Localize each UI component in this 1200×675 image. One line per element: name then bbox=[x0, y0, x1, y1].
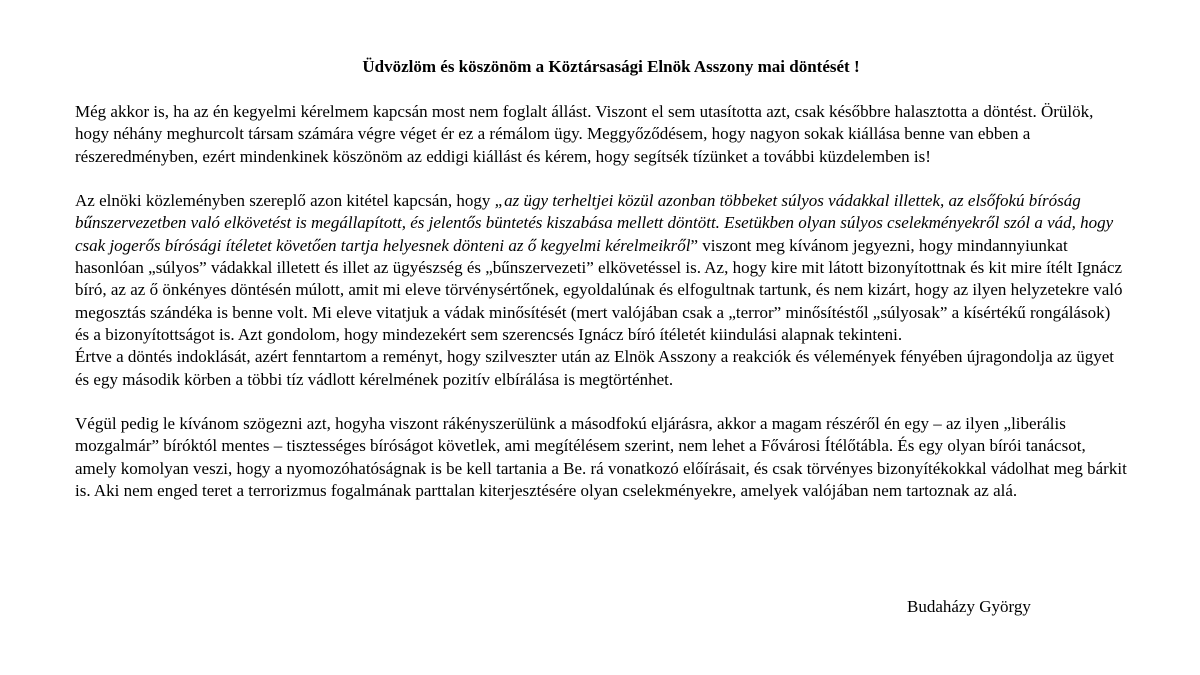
presidential-quote: „az ügy terheltjei közül azonban többeket súlyos vádakkal illettek, az elsőfokú bíróság bűnszervezetben való elkövetést is megállapított, és jelentős büntetés kiszabása mellett döntött. Esetükben olyan súlyos cselekményekről szól a vád, hogy csak jogerős bírósági ítéletet követően tartja helyesnek dönteni az ő kegyelmi kérelmeikről bbox=[75, 191, 1114, 255]
paragraph-2-intro: Az elnöki közleményben szereplő azon kitétel kapcsán, hogy bbox=[75, 191, 495, 211]
paragraph-2-rest: ” viszont meg kívánom jegyezni, hogy mindannyiunkat hasonlóan „súlyos” vádakkal illetett és illet az ügyészség és „bűnszervezeti” elkövetéssel is. Az, hogy kire mit látott bizonyítottnak és kit mire ítélt Ignácz bíró, az az ő önkényes döntésén múlott, amit mi eleve törvénysértőnek, egyoldalúnak és elfogultnak tartunk, és nem kizárt, hogy az ilyen helyzetekre való megosztás szándéka is benne volt. Mi eleve vitatjuk a vádak minősítését (mert valójában csak a „terror” minősítéstől „súlyosak” a kísértékű rongálások) és a bizonyítottságot is. Azt gondolom, hogy mindezekért sem szerencsés Ignácz bíró ítéletét kiindulási alapnak tekinteni. bbox=[75, 235, 1123, 344]
paragraph-2-last: Értve a döntés indoklását, azért fenntartom a reményt, hogy szilveszter után az Elnök Asszony a reakciók és vélemények fényében újragondolja az ügyet és egy második körben a többi tíz vádlott kérelmének pozitív elbírálása is megtörténhet. bbox=[75, 347, 1114, 389]
paragraph-1: Még akkor is, ha az én kegyelmi kérelmem kapcsán most nem foglalt állást. Viszont el sem utasította azt, csak későbbre halasztotta a döntést. Örülök, hogy néhány meghurcolt társam számára végre véget ér ez a rémálom ügy. Meggyőződésem, hogy nagyon sokak kiállása benne van ebben a részeredményben, ezért mindenkinek köszönöm az eddigi kiállást és kérem, hogy segítsék tízünket a további küzdelemben is! bbox=[75, 102, 1094, 166]
letter-body bbox=[75, 56, 1127, 525]
signature: Budaházy György bbox=[907, 597, 1031, 616]
letter-title: Üdvözlöm és köszönöm a Köztársasági Elnök Asszony mai döntését ! bbox=[362, 57, 860, 76]
paragraph-2 bbox=[75, 190, 1127, 391]
paragraph-3: Végül pedig le kívánom szögezni azt, hogyha viszont rákényszerülünk a másodfokú eljárásra, akkor a magam részéről én egy – az ilyen „liberális mozgalmár” bíróktól mentes – tisztességes bíróságot követlek, ami megítélésem szerint, nem lehet a Fővárosi Ítélőtábla. És egy olyan bírói tanácsot, amely komolyan veszi, hogy a nyomozóhatóságnak is be kell tartania a Be. rá vonatkozó előírásait, és csak törvényes bizonyítékokkal vádolhat meg bárkit is. Aki nem enged teret a terrorizmus fogalmának parttalan kiterjesztésére olyan cselekményekre, amelyek valójában nem tartoznak az alá. bbox=[75, 414, 1127, 501]
